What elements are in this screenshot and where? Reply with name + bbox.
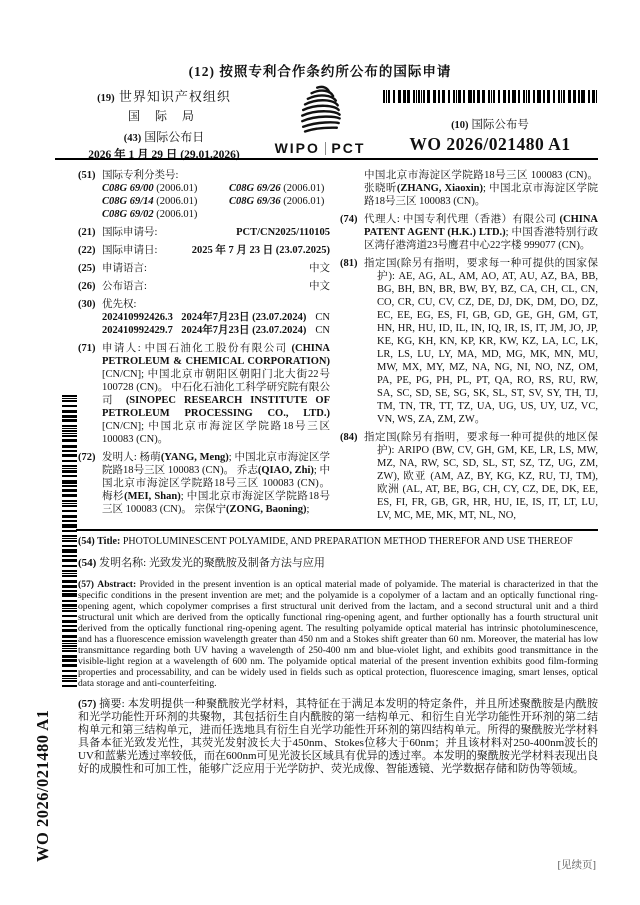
field-25-label: 申请语言:	[102, 263, 147, 274]
field-22-number: (22)	[78, 245, 96, 256]
pub-no-label-text: 国际公布号	[471, 119, 529, 131]
applicants-text: 申请人: 中国石油化工股份有限公司 (CHINA PETROLEUM & CHEMICAL CORPORATION) [CN/CN]; 中国北京市朝阳区朝阳门北大街22号 100728 (CN)。 中石化石油化工科学研究院有限公司 (SINOPEC RESEARCH INSTITUTE OF PETROLEUM PROCESSING CO., LTD.) [CN/CN]; 中国北京市海淀区学院路18号三区 100083 (CN)。	[102, 343, 330, 445]
field-22-label: 国际申请日:	[102, 245, 158, 256]
wipo-pct-wordmark	[272, 140, 368, 156]
org-name	[58, 86, 270, 105]
field-21-application-number	[78, 226, 330, 239]
abstract-zh-label: 摘要:	[99, 698, 125, 710]
abstract-en-text: Provided in the present invention is an optical material made of polyamide. The material is characterized in that the specific conditions in the present invention are met; and the polyamide is a copolymer of a lactam and an optically functional ring-opening agent, which copolymer comprises a first structural unit derived from the lactam, and a second structural unit and a third structural unit which are derived from the optically functional ring-opening agent, and further optionally has a fourth structural unit derived from the optically functional ring-opening agent. The resulting polyamide optical material has intrinsic photoluminescence, and has a fluorescence emission wavelength greater than 450 nm and a Stokes shift greater than 60 nm. Moreover, the material has low transmittance regarding both UV having a wavelength of 250-400 nm and blue-violet light, and exhibits good transmittance in the visible-light region at a wavelength of 600 nm. The polyamide optical material of the present invention exhibits good film-forming properties and processability, and can be widely used in fields such as optical protection, fluorescence imaging, smart lenses, optical data storage and anti-counterfeiting.	[78, 579, 598, 689]
field-43-number: (43)	[123, 133, 142, 144]
left-column	[78, 169, 330, 526]
field-57-number: (57)	[78, 698, 97, 710]
field-22-body	[102, 244, 330, 257]
field-81-number: (81)	[340, 258, 358, 269]
org-bureau: 国 际 局	[127, 109, 200, 123]
field-84-number: (84)	[340, 432, 358, 443]
agent-text: 代理人: 中国专利代理（香港）有限公司 (CHINA PATENT AGENT (H.K.) LTD.); 中国香港特别行政区湾仔港湾道23号鹰君中心22字楼 999077 (CN)。	[364, 214, 598, 251]
publication-language-value: 中文	[309, 281, 330, 292]
title-zh-text: 光致发光的聚酰胺及制备方法与应用	[148, 557, 325, 569]
field-10-number: (10)	[451, 120, 469, 131]
field-51-body	[102, 169, 330, 221]
field-72-number: (72)	[78, 452, 96, 463]
field-26-body	[102, 280, 330, 293]
ipc-code-item: C08G 69/36 (2006.01)	[229, 196, 325, 207]
regional-states-text: 指定国(除另有指明，要求每一种可提供的地区保护): ARIPO (BW, CV, GH, GM, KE, LR, LS, MW, MZ, NA, RW, SC, SD, SL, ST, SZ, TZ, UG, ZM, ZW), 欧亚 (AM, AZ, BY, KG, KZ, RU, TJ, TM), 欧洲 (AL, AT, BE, BG, CH, CY, CZ, DE, DK, EE, ES, FI, FR, GB, GR, HR, HU, IE, IS, IT, LT, LU, LV, MC, ME, MK, MT, NL, NO,	[364, 432, 598, 521]
continuation-note: [见续页]	[557, 860, 596, 871]
field-81-designated-states	[340, 257, 598, 426]
field-22-filing-date	[78, 244, 330, 257]
abstract-zh-text: 本发明提供一种聚酰胺光学材料，其特征在于满足本发明的特定条件，并且所述聚酰胺是内酰胺和光学功能性开环剂的共聚物，其包括衍生自内酰胺的第一结构单元、和衍生自光学功能性开环剂的第二结构单元和第三结构单元，进而任选地具有衍生自光学功能性开环剂的第四结构单元。所得的聚酰胺光学材料具备本征光致发光性，其荧光发射波长大于450nm、Stokes位移大于60nm；并且该材料对250-400nm波长的UV和蓝紫光透过率较低，而在600nm可见光波长区域具有优异的透过率。本发明的聚酰胺光学材料表现出良好的成膜性和可加工性，能够广泛应用于光学防护、荧光成像、智能透镜、光学数据存储和防伪等领域。	[78, 698, 598, 775]
pub-date-label-text: 国际公布日	[144, 130, 205, 144]
pub-date-label	[58, 128, 270, 145]
publication-number: WO 2026/021480 A1	[409, 134, 571, 154]
inventors-text: 发明人: 杨萌(YANG, Meng); 中国北京市海淀区学院路18号三区 100083 (CN)。 乔志(QIAO, Zhi); 中国北京市海淀区学院路18号三区 100083 (CN)。 梅杉(MEI, Shan); 中国北京市海淀区学院路18号三区 100083 (CN)。 宗保宁(ZONG, Baoning);	[102, 452, 331, 515]
org-name-text: 世界知识产权组织	[118, 89, 231, 104]
bibliographic-columns	[78, 169, 598, 526]
abstract-chinese	[78, 698, 598, 775]
title-english	[78, 536, 598, 547]
title-abstract-section	[78, 536, 598, 775]
pct-label: PCT	[331, 140, 366, 156]
title-divider-rule	[76, 529, 598, 531]
field-21-label: 国际申请号:	[102, 227, 158, 238]
ipc-code-item: C08G 69/00 (2006.01)	[102, 183, 198, 194]
ipc-code-item: C08G 69/02 (2006.01)	[102, 209, 198, 220]
field-25-body	[102, 262, 330, 275]
field-21-number: (21)	[78, 227, 96, 238]
field-54-number: (54)	[78, 557, 97, 569]
application-number-value: PCT/CN2025/110105	[236, 227, 330, 238]
title-en-label: Title:	[97, 536, 121, 547]
ipc-code-item: C08G 69/14 (2006.01)	[102, 196, 198, 207]
field-30-label: 优先权:	[102, 299, 137, 310]
doc-type-line: (12) 按照专利合作条约所公布的国际申请	[188, 64, 452, 79]
filing-date-value: 2025 年 7 月 23 日 (23.07.2025)	[191, 245, 330, 256]
wipo-swirl-icon	[292, 82, 348, 138]
pub-date-value: 2026 年 1 月 29 日 (29.01.2026)	[88, 149, 240, 161]
ipc-code-item: C08G 69/26 (2006.01)	[229, 183, 325, 194]
publication-number-vertical: WO 2026/021480 A1	[33, 709, 52, 863]
filing-language-value: 中文	[309, 263, 330, 274]
field-57-number: (57)	[78, 579, 94, 590]
field-21-body	[102, 226, 330, 239]
field-30-number: (30)	[78, 299, 96, 310]
issuing-org-block	[58, 86, 270, 162]
abstract-english	[78, 579, 598, 689]
field-26-label: 公布语言:	[102, 281, 147, 292]
field-51-number: (51)	[78, 170, 96, 181]
priority-row: 202410992429.7 2024年7月23日 (23.07.2024) CN	[102, 325, 330, 336]
field-30-body	[102, 298, 330, 337]
field-25-filing-language	[78, 262, 330, 275]
title-zh-label: 发明名称:	[99, 557, 147, 569]
wipo-label: WIPO	[274, 140, 320, 156]
field-26-publication-language	[78, 280, 330, 293]
logo-separator	[325, 142, 327, 155]
field-30-priority	[78, 298, 330, 337]
field-26-number: (26)	[78, 281, 96, 292]
barcode-horizontal	[383, 90, 597, 103]
title-en-text: PHOTOLUMINESCENT POLYAMIDE, AND PREPARATION METHOD THEREFOR AND USE THEREOF	[122, 536, 573, 547]
field-74-number: (74)	[340, 214, 358, 225]
title-chinese	[78, 554, 598, 570]
field-71-applicants	[78, 342, 330, 446]
field-72-inventors	[78, 451, 330, 516]
field-19-number: (19)	[97, 93, 115, 104]
barcode-vertical	[62, 395, 77, 688]
wipo-logo	[272, 82, 368, 156]
right-column	[340, 169, 598, 526]
header-divider-rule	[55, 158, 598, 160]
field-25-number: (25)	[78, 263, 96, 274]
field-74-agent	[340, 213, 598, 252]
pub-no-label	[383, 116, 597, 132]
inventors-continuation-text: 中国北京市海淀区学院路18号三区 100083 (CN)。 张晓昕(ZHANG, Xiaoxin); 中国北京市海淀区学院路18号三区 100083 (CN)。	[364, 170, 598, 207]
abstract-en-label: Abstract:	[97, 579, 137, 590]
priority-row: 202410992426.3 2024年7月23日 (23.07.2024) CN	[102, 312, 330, 323]
field-51-label: 国际专利分类号:	[102, 170, 179, 181]
field-54-number: (54)	[78, 536, 95, 547]
field-51-ipc	[78, 169, 330, 221]
field-84-regional-states	[340, 431, 598, 522]
field-71-number: (71)	[78, 343, 96, 354]
ipc-code-grid	[102, 182, 330, 221]
publication-number-block	[383, 116, 597, 155]
designated-states-text: 指定国(除另有指明，要求每一种可提供的国家保护): AE, AG, AL, AM, AO, AT, AU, AZ, BA, BB, BG, BH, BN, BR, BW, BY, BZ, CA, CH, CL, CN, CO, CR, CU, CV, CZ, DE, DJ, DK, DM, DO, DZ, EC, EE, EG, ES, FI, GB, GD, GE, GH, GM, GT, HN, HR, HU, ID, IL, IN, IQ, IR, IS, IT, JM, JO, JP, KE, KG, KH, KN, KP, KR, KW, KZ, LA, LC, LK, LR, LS, LU, LY, MA, MD, MG, MK, MN, MU, MW, MX, MY, MZ, NA, NG, NI, NO, NZ, OM, PA, PE, PG, PH, PL, PT, QA, RO, RS, RU, RW, SA, SC, SD, SE, SG, SK, SL, ST, SV, SY, TH, TJ, TM, TN, TR, TT, TZ, UA, UG, US, UY, UZ, VC, VN, WS, ZA, ZM, ZW。	[364, 258, 598, 425]
